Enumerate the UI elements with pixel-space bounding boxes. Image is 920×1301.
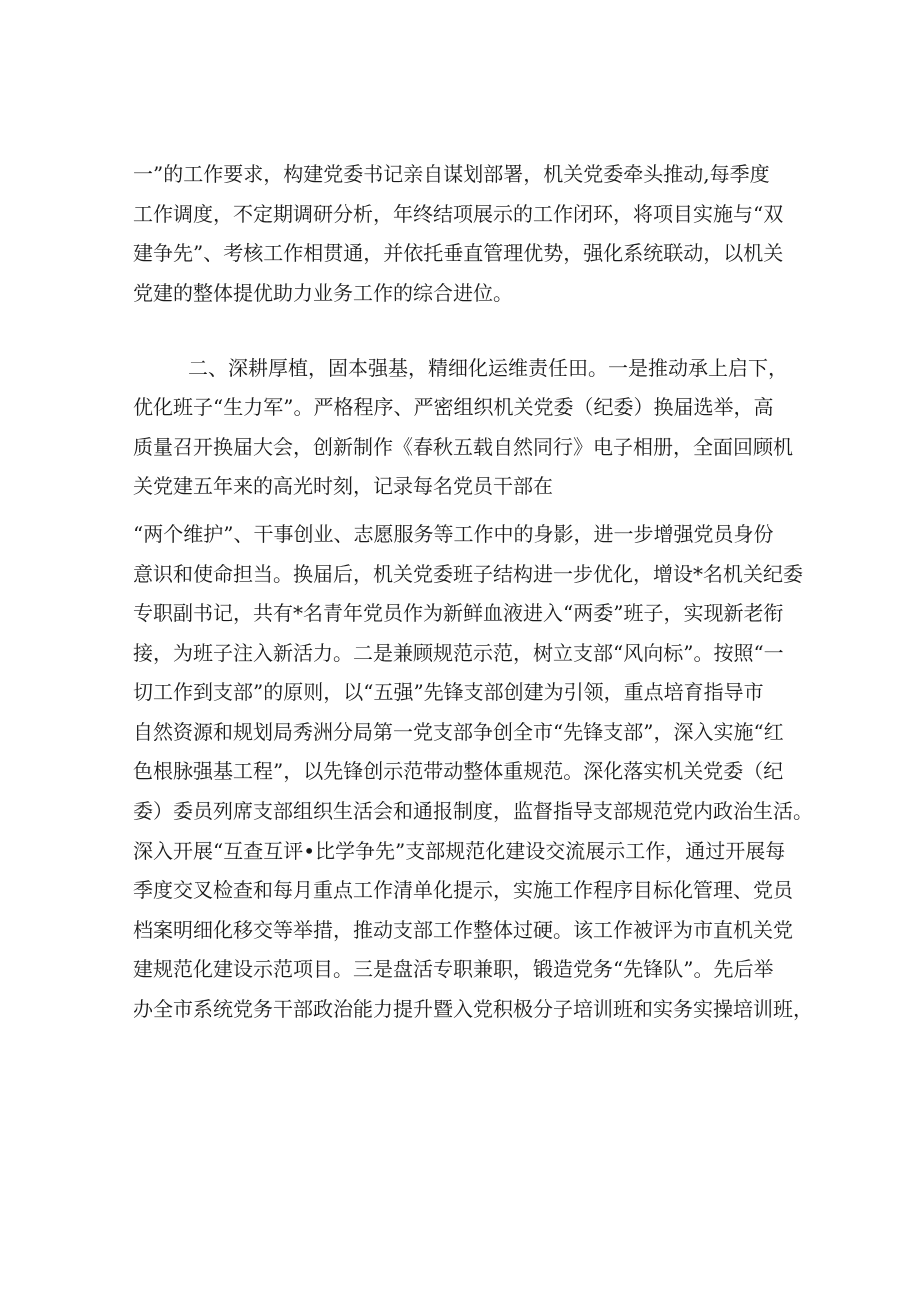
text-line [0, 755, 920, 787]
text-line [0, 914, 920, 946]
line-text: 专职副书记，共有*名青年党员作为新鲜血液进入“两委”班子，实现新老衔 [133, 601, 784, 625]
text-line [0, 198, 920, 230]
text-line [0, 431, 920, 463]
line-text: 深入开展“互查互评•比学争先”支部规范化建设交流展示工作，通过开展每 [133, 839, 786, 863]
text-line [0, 391, 920, 423]
line-text: 办全市系统党务干部政治能力提升暨入党积极分子培训班和实务实操培训班， [133, 997, 813, 1021]
line-text: 档案明细化移交等举措，推动支部工作整体过硬。该工作被评为市直机关党 [133, 918, 793, 942]
text-line [0, 676, 920, 708]
text-line [0, 637, 920, 669]
line-text: 季度交叉检查和每月重点工作清单化提示，实施工作程序目标化管理、党员 [133, 878, 793, 902]
text-line [0, 158, 920, 190]
text-line [0, 795, 920, 827]
line-text: 优化班子“生力军”。严格程序、严密组织机关党委（纪委）换届选举，高 [133, 395, 774, 419]
line-text: 质量召开换届大会，创新制作《春秋五载自然同行》电子相册，全面回顾机 [133, 435, 793, 459]
text-line [0, 874, 920, 906]
line-text: 意识和使命担当。换届后，机关党委班子结构进一步优化，增设*名机关纪委 [133, 562, 803, 586]
text-line [0, 558, 920, 590]
text-line [0, 352, 920, 384]
line-text: “两个维护”、干事创业、志愿服务等工作中的身影，进一步增强党员身份 [133, 522, 774, 546]
text-line [0, 597, 920, 629]
text-line [0, 470, 920, 502]
line-text: 党建的整体提优助力业务工作的综合进位。 [133, 281, 513, 305]
line-text: 建规范化建设示范项目。三是盘活专职兼职，锻造党务“先锋队”。先后举 [133, 957, 774, 981]
line-text: 一”的工作要求，构建党委书记亲自谋划部署，机关党委牵头推动,每季度 [133, 162, 770, 186]
line-text: 切工作到支部”的原则，以“五强”先锋支部创建为引领，重点培育指导市 [133, 680, 764, 704]
line-text: 接，为班子注入新活力。二是兼顾规范示范，树立支部“风向标”。按照“一 [133, 641, 784, 665]
line-text: 关党建五年来的高光时刻，记录每名党员干部在 [133, 474, 553, 498]
text-line [0, 518, 920, 550]
text-line [0, 835, 920, 867]
line-text: 工作调度，不定期调研分析，年终结项展示的工作闭环，将项目实施与“双 [133, 202, 784, 226]
line-text: 色根脉强基工程”，以先锋创示范带动整体重规范。深化落实机关党委（纪 [133, 759, 784, 783]
line-text: 建争先”、考核工作相贯通，并依托垂直管理优势，强化系统联动，以机关 [133, 241, 784, 265]
line-text: 二、深耕厚植，固本强基，精细化运维责任田。一是推动承上启下， [188, 356, 788, 380]
text-line [0, 716, 920, 748]
text-line [0, 993, 920, 1025]
line-text: 委）委员列席支部组织生活会和通报制度，监督指导支部规范党内政治生活。 [133, 799, 813, 823]
text-line [0, 953, 920, 985]
line-text: 自然资源和规划局秀洲分局第一党支部争创全市“先锋支部”，深入实施“红 [133, 720, 784, 744]
text-line [0, 277, 920, 309]
text-line [0, 237, 920, 269]
